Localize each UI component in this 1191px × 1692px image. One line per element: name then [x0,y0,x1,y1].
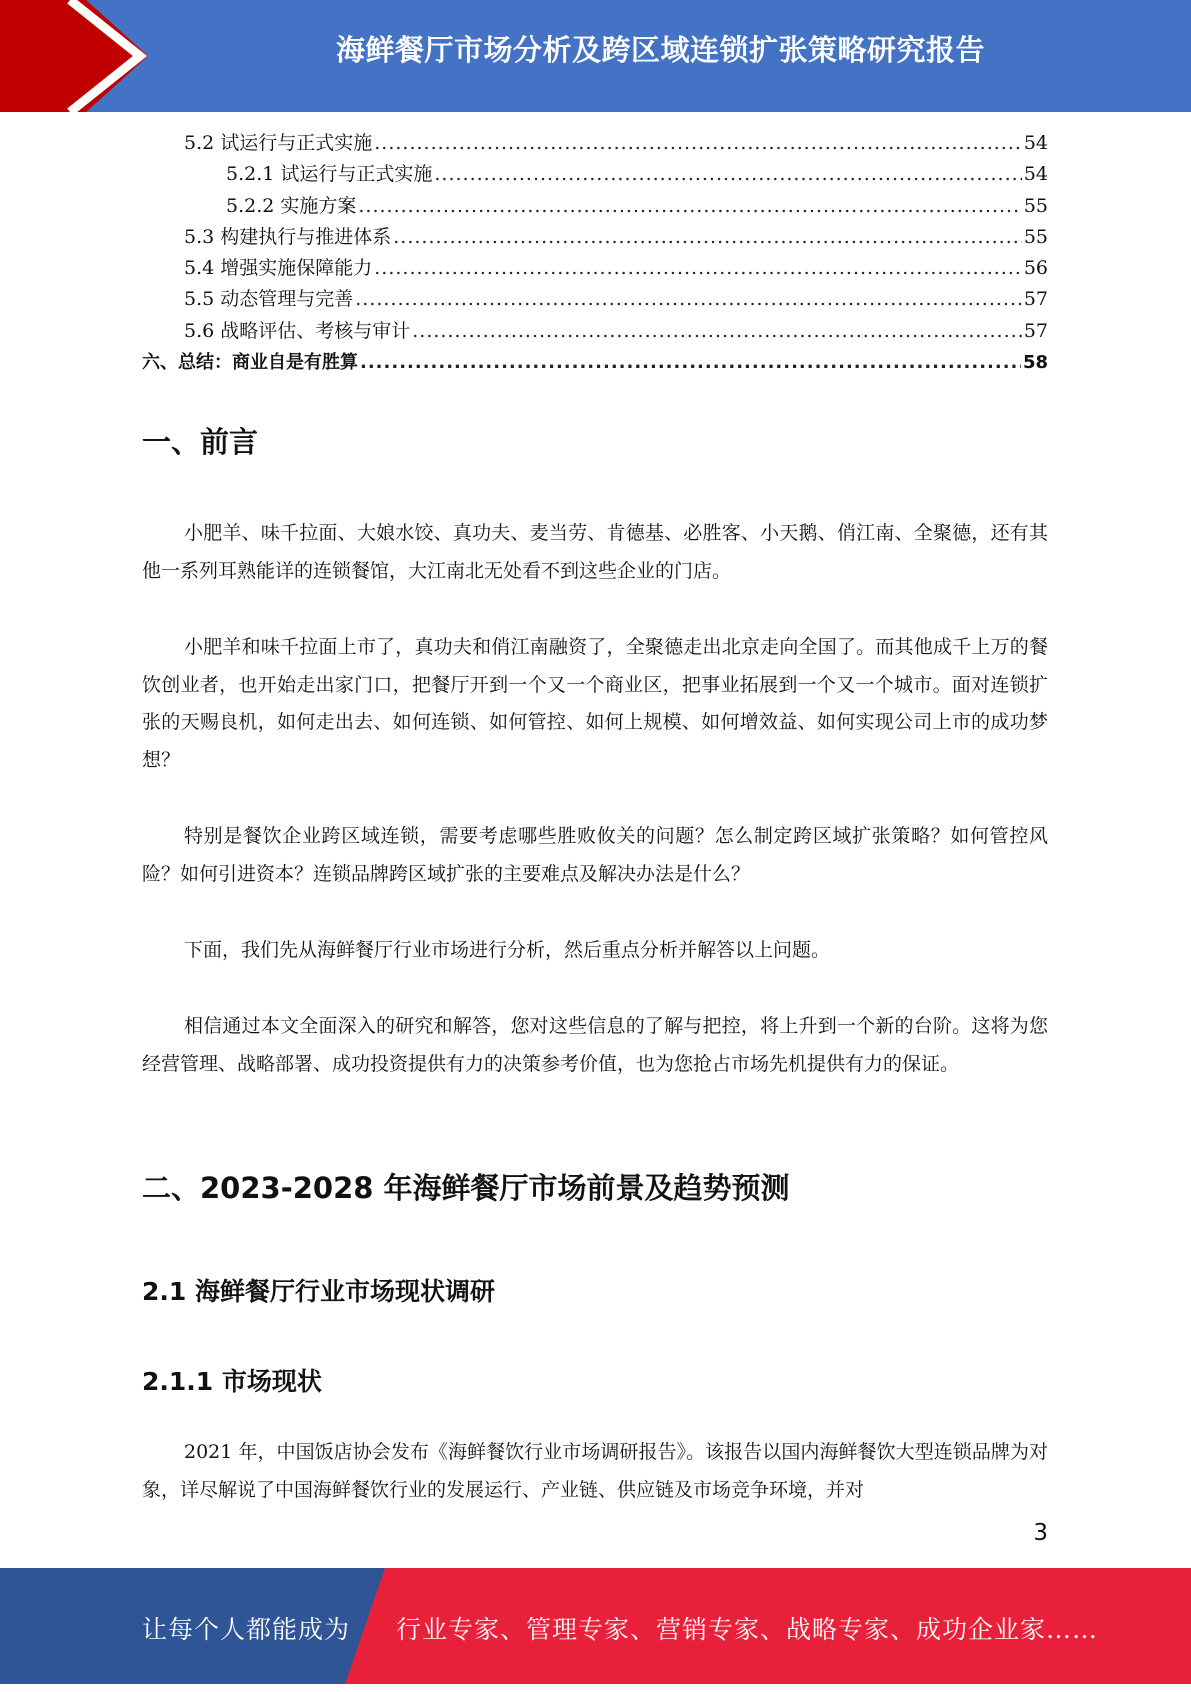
body-paragraph: 相信通过本文全面深入的研究和解答，您对这些信息的了解与把控，将上升到一个新的台阶。这将为您经营管理、战略部署、成功投资提供有力的决策参考价值，也为您抢占市场先机提供有力的保证。 [142,1015,1048,1075]
toc-entry[interactable] [142,222,1048,253]
body-paragraph: 特别是餐饮企业跨区域连锁，需要考虑哪些胜败攸关的问题？怎么制定跨区域扩张策略？如何管控风险？如何引进资本？连锁品牌跨区域扩张的主要难点及解决办法是什么？ [142,825,1048,885]
toc-entry-label: 5.2 试运行与正式实施 [184,132,373,154]
toc-leader-dots [393,222,1022,253]
page-header [0,0,1191,112]
toc-entry-page: 54 [1023,132,1048,154]
report-title: 海鲜餐厅市场分析及跨区域连锁扩张策略研究报告 [335,33,985,67]
toc-entry-page: 57 [1023,319,1048,342]
toc-entry-page: 56 [1023,257,1048,280]
body-paragraph: 2021 年，中国饭店协会发布《海鲜餐饮行业市场调研报告》。该报告以国内海鲜餐饮大型连锁品牌为对象，详尽解说了中国海鲜餐饮行业的发展运行、产业链、供应链及市场竞争环境，并对 [142,1441,1048,1501]
toc-entry-chapter[interactable] [142,347,1048,378]
body-paragraph: 小肥羊、味千拉面、大娘水饺、真功夫、麦当劳、肯德基、必胜客、小天鹅、俏江南、全聚德，还有其他一系列耳熟能详的连锁餐馆，大江南北无处看不到这些企业的门店。 [142,522,1048,582]
toc-entry-label: 5.6 战略评估、考核与审计 [184,319,411,342]
subsubsection-heading: 2.1.1 市场现状 [142,1367,322,1396]
toc-leader-dots [358,191,1021,222]
toc-leader-dots [412,316,1022,347]
toc-entry[interactable] [142,191,1048,222]
toc-leader-dots [434,159,1021,190]
toc-entry-page: 58 [1022,352,1048,374]
page-number: 3 [1033,1520,1048,1546]
body-paragraph: 小肥羊和味千拉面上市了，真功夫和俏江南融资了，全聚德走出北京走向全国了。而其他成千上万的餐饮创业者，也开始走出家门口，把餐厅开到一个又一个商业区，把事业拓展到一个又一个城市。面对连锁扩张的天赐良机，如何走出去、如何连锁、如何管控、如何上规模、如何增效益、如何实现公司上市的成功梦想？ [142,636,1048,771]
toc-entry-page: 55 [1023,194,1048,217]
toc-leader-dots [374,253,1022,284]
subsection-heading: 2.1 海鲜餐厅行业市场现状调研 [142,1277,495,1306]
toc-leader-dots [360,347,1021,378]
toc-leader-dots [374,128,1022,159]
toc-entry[interactable] [142,253,1048,284]
footer-slogan-left: 让每个人都能成为 [142,1615,351,1644]
toc-entry-label: 六、总结：商业自是有胜算 [142,352,358,374]
toc-entry-label: 5.2.2 实施方案 [226,194,357,217]
toc-entry-label: 5.3 构建执行与推进体系 [184,225,392,248]
toc-entry-page: 57 [1023,288,1048,311]
toc-entry[interactable] [142,316,1048,347]
toc-entry-page: 54 [1023,163,1048,186]
toc-entry[interactable] [142,128,1048,159]
toc-entry-label: 5.4 增强实施保障能力 [184,257,373,280]
toc-entry[interactable] [142,284,1048,315]
toc-entry-page: 55 [1023,225,1048,248]
page-footer [0,1568,1191,1684]
toc-entry[interactable] [142,159,1048,190]
toc-leader-dots [355,284,1022,315]
toc-entry-label: 5.5 动态管理与完善 [184,288,354,311]
footer-slogan-right: 行业专家、管理专家、营销专家、战略专家、成功企业家…… [396,1615,1099,1644]
table-of-contents [142,128,1048,378]
toc-entry-label: 5.2.1 试运行与正式实施 [226,163,433,186]
section-heading-preface: 一、前言 [142,425,259,459]
body-paragraph: 下面，我们先从海鲜餐厅行业市场进行分析，然后重点分析并解答以上问题。 [184,939,831,961]
section-heading-forecast: 二、2023-2028 年海鲜餐厅市场前景及趋势预测 [142,1171,790,1205]
